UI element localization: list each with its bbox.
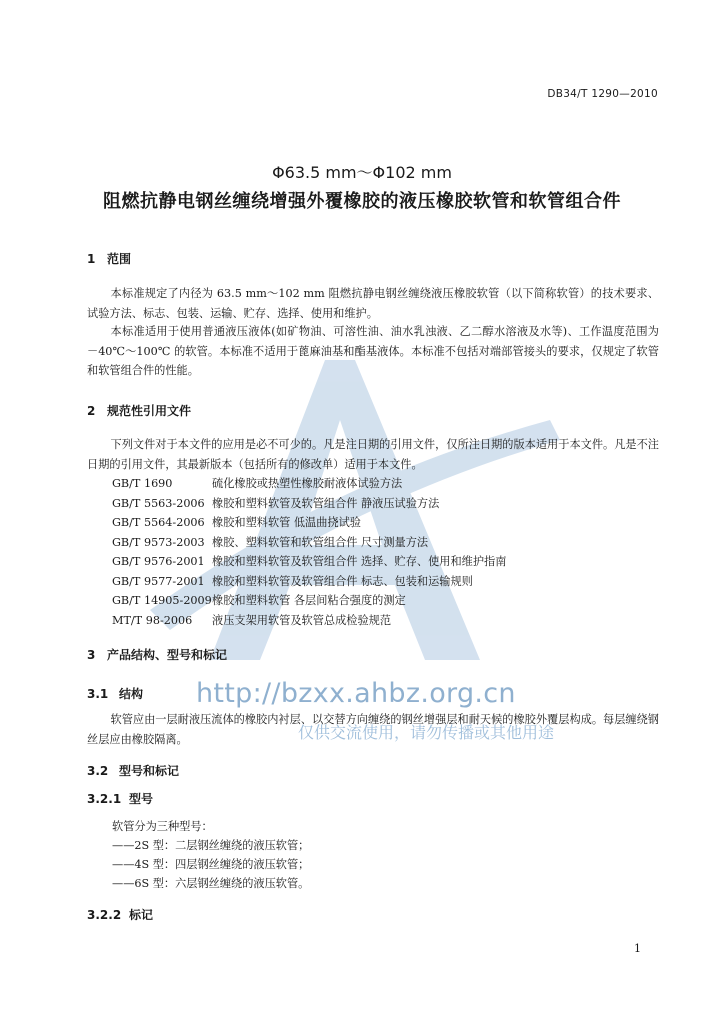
reference-list-item: [112, 591, 406, 611]
reference-code: GB/T 1690: [112, 477, 173, 490]
title-dimension: Φ63.5 mm～Φ102 mm: [272, 163, 452, 182]
reference-code: GB/T 14905-2009: [112, 594, 212, 607]
section-heading-3-1: [87, 685, 143, 702]
section-title: 型号: [129, 792, 154, 806]
reference-list-item: [112, 552, 506, 572]
reference-title: 液压支架用软管及软管总成检验规范: [212, 613, 392, 627]
reference-title: 硫化橡胶或热塑性橡胶耐液体试验方法: [212, 477, 403, 490]
page-number: 1: [634, 942, 641, 955]
standard-code: DB34/T 1290—2010: [547, 88, 658, 100]
paragraph-structure: 软管应由一层耐液压流体的橡胶内衬层、以交替方向缠绕的钢丝增强层和耐天候的橡胶外覆层构成。每层缠绕钢丝层应由橡胶隔离。: [87, 713, 659, 746]
type-list-item: ——4S 型：四层钢丝缠绕的液压软管；: [112, 858, 310, 871]
section-heading-3-2-2: [87, 906, 153, 923]
section-heading-3-2: [87, 762, 179, 779]
section-number: 3.2: [87, 764, 109, 778]
section-heading-2: [87, 402, 191, 419]
reference-code: GB/T 9573-2003: [112, 535, 205, 549]
section-heading-1: [87, 250, 131, 267]
section-number: 2: [87, 404, 96, 418]
paragraph-scope-2: 本标准适用于使用普通液压液体(如矿物油、可溶性油、油水乳浊液、乙二醇水溶液及水等)、工作温度范围为 －40℃～100℃ 的软管。本标准不适用于蓖麻油基和酯基液体。本标准不包括对端部管接头的要求，仅规定了软管和软管组合件的性能。: [87, 325, 659, 377]
watermark-note: 仅供交流使用，请勿传播或其他用途: [298, 723, 555, 742]
reference-title: 橡胶和塑料软管 各层间粘合强度的测定: [212, 594, 406, 607]
reference-code: GB/T 9577-2001: [112, 574, 205, 588]
section-number: 3.2.1: [87, 792, 122, 806]
section-heading-3: [87, 646, 227, 663]
reference-list-item: [112, 494, 439, 514]
section-number: 3: [87, 648, 96, 662]
reference-list-item: [112, 611, 391, 631]
reference-code: GB/T 5563-2006: [112, 496, 205, 510]
reference-title: 橡胶和塑料软管及软管组合件 选择、贮存、使用和维护指南: [212, 555, 507, 568]
type-list-item: ——2S 型：二层钢丝缠绕的液压软管；: [112, 839, 310, 852]
reference-list-item: [112, 533, 428, 553]
reference-list-item: [112, 572, 473, 592]
reference-title: 橡胶和塑料软管及软管组合件 静液压试验方法: [212, 496, 440, 510]
reference-code: GB/T 9576-2001: [112, 555, 205, 568]
section-title: 型号和标记: [119, 764, 180, 778]
section-number: 3.1: [87, 687, 109, 701]
section-title: 产品结构、型号和标记: [107, 648, 228, 662]
section-title: 规范性引用文件: [107, 404, 192, 418]
reference-list-item: [112, 513, 361, 533]
reference-code: GB/T 5564-2006: [112, 516, 205, 529]
document-title: 阻燃抗静电钢丝缠绕增强外覆橡胶的液压橡胶软管和软管组合件: [103, 191, 621, 212]
paragraph-scope-1: 本标准规定了内径为 63.5 mm～102 mm 阻燃抗静电钢丝缠绕液压橡胶软管（以下简称软管）的技术要求、试验方法、标志、包装、运输、贮存、选择、使用和维护。: [87, 287, 659, 320]
types-intro: 软管分为三种型号：: [112, 820, 213, 833]
reference-title: 橡胶和塑料软管及软管组合件 标志、包装和运输规则: [212, 574, 473, 588]
reference-code: MT/T 98-2006: [112, 613, 193, 627]
section-heading-3-2-1: [87, 790, 153, 807]
reference-title: 橡胶和塑料软管 低温曲挠试验: [212, 516, 361, 529]
section-title: 范围: [107, 252, 132, 266]
section-title: 标记: [129, 908, 154, 922]
watermark-url: http://bzxx.ahbz.org.cn: [196, 678, 516, 709]
reference-list-item: [112, 474, 402, 494]
reference-title: 橡胶、塑料软管和软管组合件 尺寸测量方法: [212, 535, 429, 549]
section-title: 结构: [119, 687, 144, 701]
type-list-item: ——6S 型：六层钢丝缠绕的液压软管。: [112, 877, 310, 890]
paragraph-references-intro: 下列文件对于本文件的应用是必不可少的。凡是注日期的引用文件，仅所注日期的版本适用于本文件。凡是不注日期的引用文件，其最新版本（包括所有的修改单）适用于本文件。: [87, 438, 659, 471]
section-number: 1: [87, 252, 96, 266]
section-number: 3.2.2: [87, 908, 122, 922]
